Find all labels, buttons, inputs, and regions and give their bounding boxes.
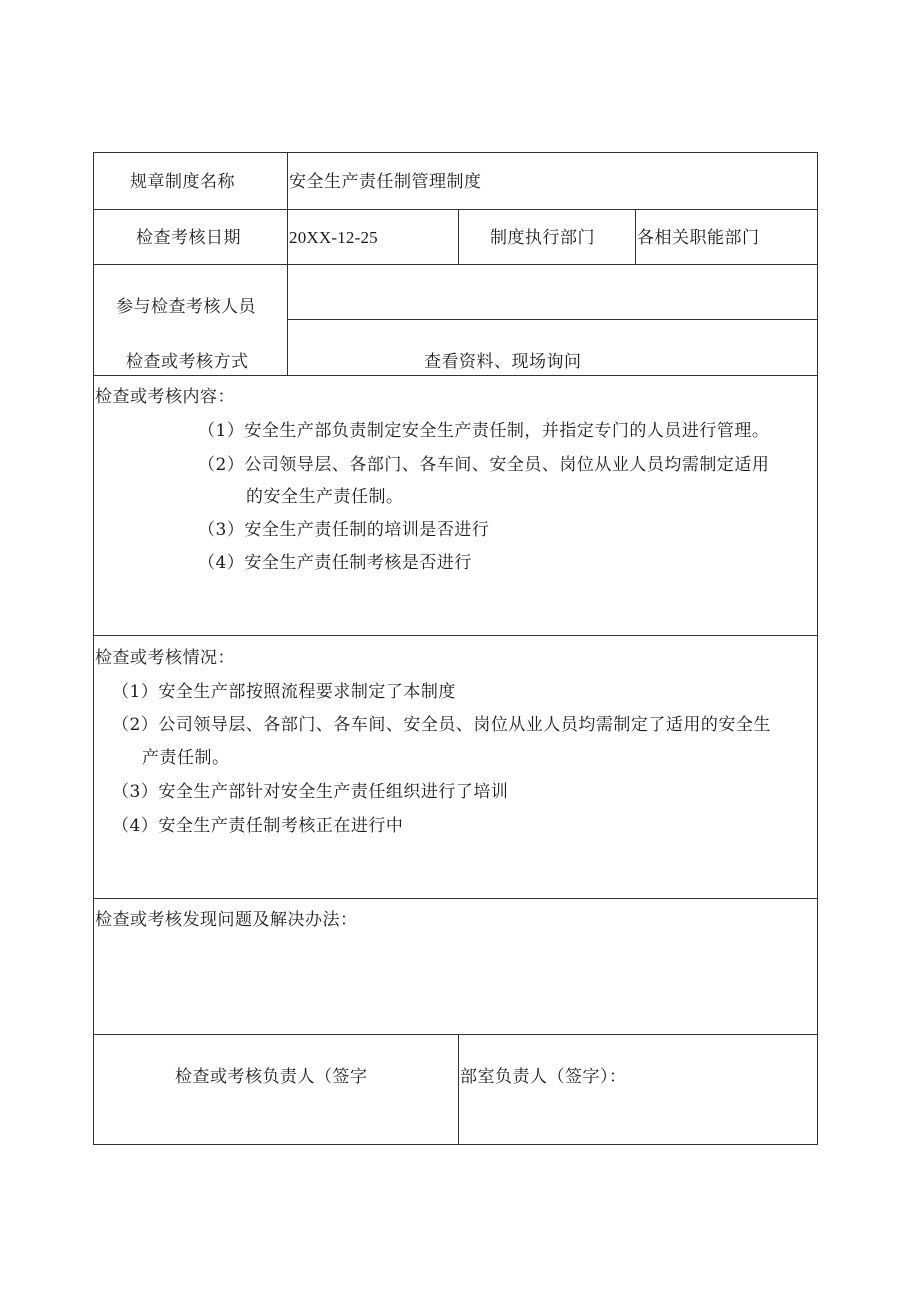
status-item: （2）公司领导层、各部门、各车间、安全员、岗位从业人员均需制定了适用的安全生 [112, 715, 771, 735]
content-item: （3）安全生产责任制的培训是否进行 [198, 520, 490, 540]
dept-head-sign-label: 部室负责人（签字）： [460, 1067, 627, 1087]
status-item-continuation: 产责任制。 [142, 748, 230, 768]
rule-name-label: 规章制度名称 [130, 172, 235, 192]
check-date-label: 检查考核日期 [136, 228, 241, 248]
status-item: （4）安全生产责任制考核正在进行中 [112, 816, 404, 836]
row-divider [94, 209, 817, 210]
content-heading: 检查或考核内容： [95, 387, 235, 407]
content-item-continuation: 的安全生产责任制。 [246, 487, 404, 507]
check-date-value: 20XX-12-25 [289, 228, 378, 247]
status-item: （1）安全生产部按照流程要求制定了本制度 [112, 682, 456, 702]
column-divider [635, 209, 636, 264]
status-item: （3）安全生产部针对安全生产责任组织进行了培训 [112, 782, 509, 802]
content-item: （1）安全生产部负责制定安全生产责任制，并指定专门的人员进行管理。 [198, 421, 770, 441]
method-label: 检查或考核方式 [126, 352, 249, 372]
column-divider [458, 1034, 459, 1144]
method-value: 查看资料、现场询问 [424, 352, 582, 372]
column-divider [458, 209, 459, 264]
participants-label: 参与检查考核人员 [116, 297, 256, 317]
content-item: （4）安全生产责任制考核是否进行 [198, 553, 472, 573]
status-heading: 检查或考核情况： [95, 648, 235, 668]
rule-name-value: 安全生产责任制管理制度 [289, 172, 482, 192]
issues-heading: 检查或考核发现问题及解决办法： [95, 910, 358, 930]
column-divider [287, 153, 288, 375]
exec-dept-label: 制度执行部门 [490, 228, 595, 248]
inspection-form-table [93, 152, 818, 1145]
exec-dept-value: 各相关职能部门 [637, 228, 760, 248]
row-divider [94, 375, 817, 376]
row-divider [94, 1034, 817, 1035]
content-item: （2）公司领导层、各部门、各车间、安全员、岗位从业人员均需制定适用 [198, 455, 770, 475]
row-divider [94, 635, 817, 636]
reviewer-sign-label: 检查或考核负责人（签字 [175, 1067, 368, 1087]
row-divider [94, 264, 817, 265]
row-divider [94, 898, 817, 899]
row-divider [287, 319, 817, 320]
